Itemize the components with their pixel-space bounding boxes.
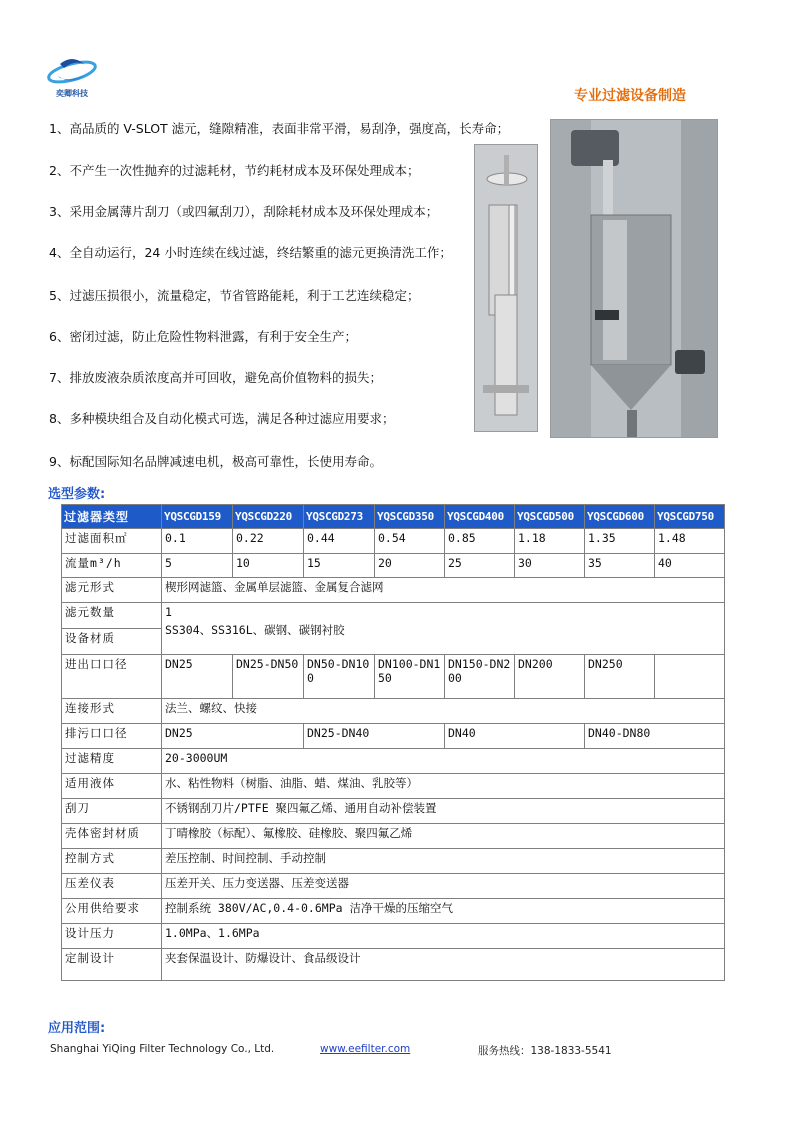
- port-cell: DN50-DN10 0: [304, 655, 375, 699]
- area-cell: 1.18: [515, 529, 585, 554]
- row-label: 设备材质: [62, 629, 162, 655]
- area-cell: 0.85: [445, 529, 515, 554]
- feature-item-9: 9、标配国际知名品牌减速电机，极高可靠性，长使用寿命。: [49, 454, 382, 469]
- table-row-precision: [62, 749, 725, 774]
- model-cell: YQSCGD400: [445, 505, 515, 529]
- connection-value: 法兰、螺纹、快接: [162, 699, 725, 724]
- row-label: 控制方式: [62, 849, 162, 874]
- table-header-row: [62, 505, 725, 529]
- scraper-assembly-photo: [474, 144, 538, 432]
- row-label: 流量m³/h: [62, 554, 162, 578]
- footer-hotline: 服务热线：138-1833-5541: [478, 1045, 612, 1057]
- port-cell: DN150-DN2 00: [445, 655, 515, 699]
- spec-table: [61, 504, 725, 981]
- row-label: 排污口口径: [62, 724, 162, 749]
- selection-title: 选型参数:: [48, 487, 106, 502]
- feature-item-6: 6、密闭过滤，防止危险性物料泄露，有利于安全生产；: [49, 329, 357, 344]
- feature-item-8: 8、多种模块组合及自动化模式可选，满足各种过滤应用要求；: [49, 411, 395, 426]
- tagline: 专业过滤设备制造: [574, 88, 686, 104]
- area-cell: 0.22: [233, 529, 304, 554]
- seal-value: 丁晴橡胶（标配）、氟橡胶、硅橡胶、聚四氟乙烯: [162, 824, 725, 849]
- row-label: 进出口口径: [62, 655, 162, 699]
- flow-cell: 25: [445, 554, 515, 578]
- row-label: 滤元形式: [62, 578, 162, 603]
- flow-cell: 40: [655, 554, 725, 578]
- logo-text: 奕卿科技: [56, 89, 88, 98]
- table-row-liquid: [62, 774, 725, 799]
- table-row-utility: [62, 899, 725, 924]
- flow-cell: 20: [375, 554, 445, 578]
- model-cell: YQSCGD600: [585, 505, 655, 529]
- row-label: 公用供给要求: [62, 899, 162, 924]
- element-count-value: 1: [165, 605, 172, 619]
- port-cell: DN25: [162, 655, 233, 699]
- row-label: 滤元数量: [62, 603, 162, 629]
- port-cell: DN200: [515, 655, 585, 699]
- feature-item-1: 1、高品质的 V-SLOT 滤元，缝隙精准，表面非常平滑，易刮净，强度高，长寿命；: [49, 121, 510, 136]
- row-label: 适用液体: [62, 774, 162, 799]
- feature-item-2: 2、不产生一次性抛弃的过滤耗材，节约耗材成本及环保处理成本；: [49, 163, 420, 178]
- scraper-value: 不锈钢刮刀片/PTFE 聚四氟乙烯、通用自动补偿装置: [162, 799, 725, 824]
- table-row-connection: [62, 699, 725, 724]
- port-cell: DN25-DN50: [233, 655, 304, 699]
- custom-value: 夹套保温设计、防爆设计、食品级设计: [162, 949, 725, 981]
- drain-cell: DN25: [162, 724, 304, 749]
- liquid-value: 水、粘性物料（树脂、油脂、蜡、煤油、乳胶等）: [162, 774, 725, 799]
- count-material-cell: [162, 603, 725, 655]
- model-cell: YQSCGD159: [162, 505, 233, 529]
- pressure-value: 1.0MPa、1.6MPa: [162, 924, 725, 949]
- flow-cell: 5: [162, 554, 233, 578]
- area-cell: 0.54: [375, 529, 445, 554]
- feature-item-5: 5、过滤压损很小，流量稳定，节省管路能耗，利于工艺连续稳定；: [49, 288, 420, 303]
- table-row-drain: [62, 724, 725, 749]
- model-cell: YQSCGD350: [375, 505, 445, 529]
- flow-cell: 15: [304, 554, 375, 578]
- application-title: 应用范围:: [48, 1021, 106, 1036]
- row-label: 刮刀: [62, 799, 162, 824]
- drain-cell: DN25-DN40: [304, 724, 445, 749]
- area-cell: 0.44: [304, 529, 375, 554]
- table-row-scraper: [62, 799, 725, 824]
- element-form-value: 楔形网滤篮、金属单层滤篮、金属复合滤网: [162, 578, 725, 603]
- flow-cell: 35: [585, 554, 655, 578]
- table-row-area: [62, 529, 725, 554]
- table-row-seal: [62, 824, 725, 849]
- footer-company: Shanghai YiQing Filter Technology Co., Ltd.: [50, 1043, 275, 1055]
- utility-value: 控制系统 380V/AC,0.4-0.6MPa 洁净干燥的压缩空气: [162, 899, 725, 924]
- table-header-label: 过滤器类型: [62, 505, 162, 529]
- area-cell: 1.48: [655, 529, 725, 554]
- table-row-control: [62, 849, 725, 874]
- row-label: 过滤精度: [62, 749, 162, 774]
- feature-item-7: 7、排放废液杂质浓度高并可回收，避免高价值物料的损失；: [49, 370, 382, 385]
- flow-cell: 10: [233, 554, 304, 578]
- model-cell: YQSCGD273: [304, 505, 375, 529]
- port-cell: DN250: [585, 655, 655, 699]
- table-row-port: [62, 655, 725, 699]
- row-label: 连接形式: [62, 699, 162, 724]
- footer-website-link[interactable]: www.eefilter.com: [320, 1043, 411, 1055]
- material-value: SS304、SS316L、碳钢、碳钢衬胶: [165, 623, 345, 637]
- flow-cell: 30: [515, 554, 585, 578]
- row-label: 定制设计: [62, 949, 162, 981]
- table-row-element-form: [62, 578, 725, 603]
- model-cell: YQSCGD500: [515, 505, 585, 529]
- row-label: 壳体密封材质: [62, 824, 162, 849]
- drain-cell: DN40: [445, 724, 585, 749]
- feature-item-3: 3、采用金属薄片刮刀（或四氟刮刀），刮除耗材成本及环保处理成本；: [49, 204, 439, 219]
- model-cell: YQSCGD750: [655, 505, 725, 529]
- port-cell: DN100-DN1 50: [375, 655, 445, 699]
- table-row-dp: [62, 874, 725, 899]
- row-label: 压差仪表: [62, 874, 162, 899]
- area-cell: 1.35: [585, 529, 655, 554]
- drain-cell: DN40-DN80: [585, 724, 725, 749]
- control-value: 差压控制、时间控制、手动控制: [162, 849, 725, 874]
- row-label: 设计压力: [62, 924, 162, 949]
- table-row-custom: [62, 949, 725, 981]
- filter-equipment-photo: [550, 119, 718, 438]
- area-cell: 0.1: [162, 529, 233, 554]
- model-cell: YQSCGD220: [233, 505, 304, 529]
- table-row-flow: [62, 554, 725, 578]
- precision-value: 20-3000UM: [162, 749, 725, 774]
- row-label: 过滤面积㎡: [62, 529, 162, 554]
- port-cell: [655, 655, 725, 699]
- table-row-element-count: [62, 603, 725, 629]
- dp-value: 压差开关、压力变送器、压差变送器: [162, 874, 725, 899]
- feature-item-4: 4、全自动运行，24 小时连续在线过滤，终结繁重的滤元更换清洗工作；: [49, 245, 452, 260]
- table-row-pressure: [62, 924, 725, 949]
